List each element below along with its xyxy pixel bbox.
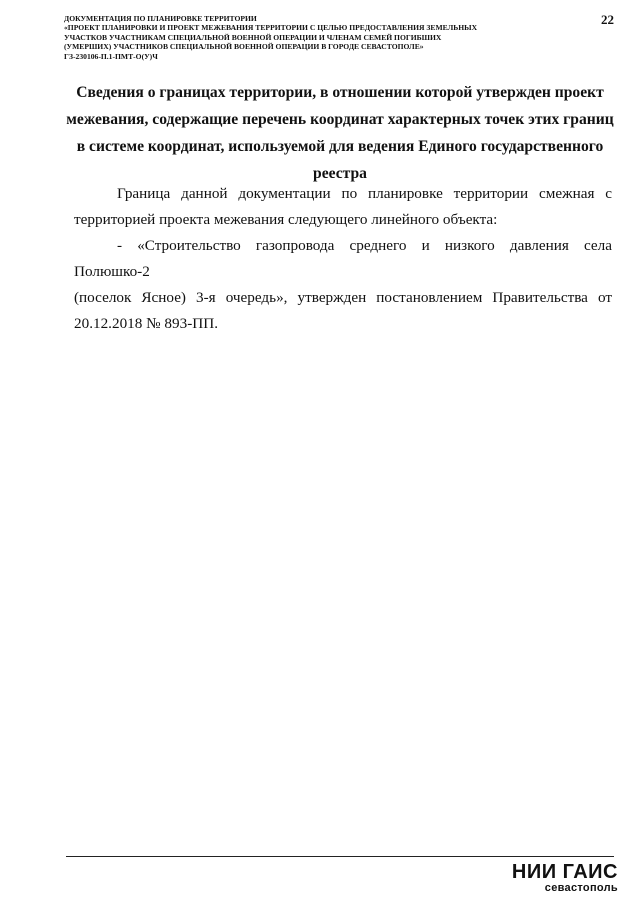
- header-line-1: ДОКУМЕНТАЦИЯ ПО ПЛАНИРОВКЕ ТЕРРИТОРИИ: [64, 14, 257, 23]
- paragraph-linear-object: [74, 233, 612, 337]
- header-code: ГЗ-230106-П.1-ПМТ-О(У)Ч: [64, 51, 158, 61]
- page-number: 22: [601, 12, 614, 27]
- section-title-line-4: реестра: [313, 165, 367, 182]
- section-title-line-3: в системе координат, используемой для ведения Единого государственного: [76, 138, 604, 155]
- company-logo: [512, 862, 618, 894]
- header-line-2: «ПРОЕКТ ПЛАНИРОВКИ И ПРОЕКТ МЕЖЕВАНИЯ ТЕРРИТОРИИ С ЦЕЛЬЮ ПРЕДОСТАВЛЕНИЯ ЗЕМЕЛЬНЫХ: [64, 23, 478, 33]
- logo-main-text: НИИ ГАИС: [511, 861, 618, 883]
- footer-divider: [66, 856, 614, 857]
- paragraph-1-line-1: Граница данной документации по планировке территории смежная с: [117, 185, 612, 202]
- header-line-3: УЧАСТКОВ УЧАСТНИКАМ СПЕЦИАЛЬНОЙ ВОЕННОЙ ОПЕРАЦИИ И ЧЛЕНАМ СЕМЕЙ ПОГИБШИХ: [64, 32, 442, 42]
- header-line-4: (УМЕРШИХ) УЧАСТНИКОВ СПЕЦИАЛЬНОЙ ВОЕННОЙ ОПЕРАЦИИ В ГОРОДЕ СЕВАСТОПОЛЕ»: [64, 42, 424, 52]
- logo-sub-text: севастополь: [544, 882, 618, 894]
- section-title: [66, 79, 614, 187]
- paragraph-2-line-2: (поселок Ясное) 3-я очередь», утвержден постановлением Правительства от: [74, 289, 612, 306]
- document-header: [64, 14, 584, 61]
- paragraph-1-line-2: территорией проекта межевания следующего линейного объекта:: [74, 211, 498, 228]
- paragraph-adjacent-territory: [74, 181, 612, 233]
- body-text: [74, 181, 612, 337]
- section-title-line-2: межевания, содержащие перечень координат характерных точек этих границ: [66, 111, 614, 128]
- paragraph-2-line-3: 20.12.2018 № 893-ПП.: [74, 315, 218, 332]
- paragraph-2-line-1: - «Строительство газопровода среднего и низкого давления села Полюшко-2: [74, 237, 612, 280]
- section-title-line-1: Сведения о границах территории, в отношении которой утвержден проект: [76, 84, 604, 101]
